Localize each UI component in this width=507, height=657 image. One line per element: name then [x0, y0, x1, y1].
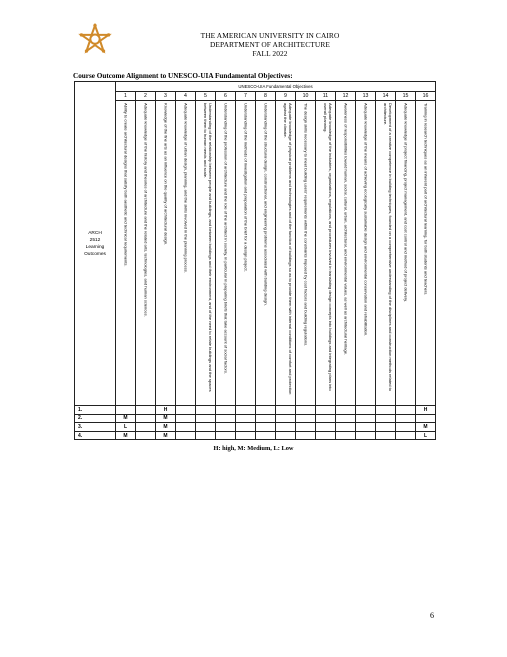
objective-text: Adequate knowledge of project financing, project management, and cost control and method of project delivery. — [403, 103, 409, 303]
alignment-mark — [276, 423, 296, 432]
alignment-mark — [336, 423, 356, 432]
alignment-mark — [356, 414, 376, 423]
alignment-mark — [256, 423, 276, 432]
alignment-mark — [376, 406, 396, 415]
alignment-mark — [316, 406, 336, 415]
alignment-mark: H — [156, 406, 176, 415]
alignment-mark: M — [156, 423, 176, 432]
row-header: ARCH 2512 Learning Outcomes — [75, 82, 116, 406]
alignment-mark — [316, 431, 336, 440]
alignment-mark — [116, 406, 136, 415]
objective-cell — [216, 101, 236, 406]
alignment-mark — [236, 423, 256, 432]
column-number: 12 — [336, 92, 356, 101]
alignment-mark — [236, 414, 256, 423]
alignment-mark — [296, 414, 316, 423]
objective-cell — [176, 101, 196, 406]
alignment-mark — [296, 423, 316, 432]
alignment-mark — [216, 406, 236, 415]
column-number: 11 — [316, 92, 336, 101]
auc-logo-icon — [78, 23, 112, 57]
department-name: DEPARTMENT OF ARCHITECTURE — [209, 40, 330, 49]
alignment-mark — [316, 423, 336, 432]
objective-text: Awareness of responsibilities toward human, social, cultural, urban, architectural, and environmental values, as well as architectural heritage. — [343, 103, 349, 356]
column-number-row — [75, 92, 436, 101]
alignment-mark — [396, 406, 416, 415]
alignment-mark — [196, 406, 216, 415]
outcome-label: 3. — [75, 423, 116, 432]
outcome-label: 4. — [75, 431, 116, 440]
alignment-mark — [376, 414, 396, 423]
alignment-mark — [136, 431, 156, 440]
objective-cell — [356, 101, 376, 406]
column-number: 16 — [416, 92, 436, 101]
alignment-mark — [396, 414, 416, 423]
column-number: 9 — [276, 92, 296, 101]
column-number: 4 — [176, 92, 196, 101]
alignment-mark: M — [156, 414, 176, 423]
objective-cell — [296, 101, 316, 406]
alignment-mark — [296, 431, 316, 440]
alignment-mark — [196, 423, 216, 432]
objective-cell — [336, 101, 356, 406]
alignment-mark — [216, 431, 236, 440]
objective-text: Adequate knowledge of urban design, planning, and the skills involved in the planning process. — [183, 103, 189, 273]
alignment-mark — [396, 431, 416, 440]
objective-cell — [316, 101, 336, 406]
alignment-mark — [136, 406, 156, 415]
alignment-table — [74, 81, 436, 440]
alignment-mark — [336, 431, 356, 440]
alignment-mark — [416, 414, 436, 423]
objective-text: Adequate knowledge of the means of achieving ecologically sustainable design and environmental conservation and rehabilitation. — [363, 103, 369, 337]
objective-cell — [416, 101, 436, 406]
objective-text: Development of a creative competence in building techniques, founded on a comprehensive understanding of the disciplines and construction methods related to architecture. — [383, 103, 393, 391]
alignment-mark — [256, 414, 276, 423]
outcome-label: 1. — [75, 406, 116, 415]
alignment-mark — [136, 414, 156, 423]
objective-text: Understanding of the structural design, constructional, and engineering problems associated with building design. — [263, 103, 269, 306]
objective-cell — [196, 101, 216, 406]
alignment-mark — [216, 414, 236, 423]
section-title: Course Outcome Alignment to UNESCO-UIA Fundamental Objectives: — [73, 72, 293, 80]
objective-text: Understanding of the methods of investigation and preparation of the brief for a design project. — [243, 103, 249, 272]
alignment-mark — [336, 414, 356, 423]
alignment-mark — [376, 431, 396, 440]
objective-text: Understanding of the profession of architecture and the role of the architect in society, in particular in preparing briefs that take account of social factors. — [223, 103, 229, 374]
outcome-label: 2. — [75, 414, 116, 423]
alignment-mark — [396, 423, 416, 432]
alignment-mark: L — [416, 431, 436, 440]
alignment-mark — [236, 406, 256, 415]
objective-cell — [136, 101, 156, 406]
alignment-mark — [336, 406, 356, 415]
objective-text: The design skills necessary to meet building users' requirements within the constraints imposed by cost factors and building regulations. — [303, 103, 309, 347]
objective-text: Training in research techniques as an inherent part of architectural learning, for both students and teachers. — [423, 103, 429, 296]
alignment-mark — [376, 423, 396, 432]
alignment-mark: M — [156, 431, 176, 440]
alignment-mark — [176, 431, 196, 440]
alignment-mark — [176, 406, 196, 415]
objective-cell — [276, 101, 296, 406]
term: FALL 2022 — [252, 49, 288, 58]
legend: H: high, M: Medium, L: Low — [213, 445, 294, 452]
alignment-mark — [196, 431, 216, 440]
objective-cell — [156, 101, 176, 406]
objective-text: Knowledge of the fine arts as an influence on the quality of architectural design. — [163, 103, 169, 246]
alignment-mark — [356, 406, 376, 415]
university-name: THE AMERICAN UNIVERSITY IN CAIRO — [200, 31, 340, 40]
alignment-mark — [356, 423, 376, 432]
alignment-mark — [256, 406, 276, 415]
page-number: 6 — [430, 611, 434, 620]
objective-cell — [236, 101, 256, 406]
column-number: 6 — [216, 92, 236, 101]
alignment-mark: H — [416, 406, 436, 415]
column-number: 2 — [136, 92, 156, 101]
outcome-row — [75, 414, 436, 423]
objective-text: Adequate knowledge of the industries, organizations, regulations, and procedures involved in translating design concepts into buildings and integrating plans into overall planning. — [323, 103, 333, 391]
column-number: 10 — [296, 92, 316, 101]
alignment-mark: L — [116, 423, 136, 432]
alignment-mark — [176, 423, 196, 432]
column-number: 14 — [376, 92, 396, 101]
alignment-mark — [276, 431, 296, 440]
objective-text: Adequate knowledge of the history and theories of architecture and the related arts, technologies, and human sciences. — [143, 103, 149, 317]
column-number: 3 — [156, 92, 176, 101]
alignment-mark — [136, 423, 156, 432]
outcome-row — [75, 406, 436, 415]
objective-cell — [376, 101, 396, 406]
column-number: 7 — [236, 92, 256, 101]
column-number: 8 — [256, 92, 276, 101]
objective-cell — [116, 101, 136, 406]
alignment-mark: M — [416, 423, 436, 432]
objectives-row — [75, 101, 436, 406]
objective-text: Adequate knowledge of physical problems and technologies and of the function of buildings so as to provide them with internal conditions of comfort and protection against the climate. — [283, 103, 293, 395]
column-number: 5 — [196, 92, 216, 101]
alignment-mark — [356, 431, 376, 440]
column-number: 15 — [396, 92, 416, 101]
alignment-mark: M — [116, 414, 136, 423]
objective-cell — [256, 101, 276, 406]
objective-text: Ability to create architectural designs that satisfy both aesthetic and technical requirements. — [123, 103, 129, 267]
outcome-row — [75, 423, 436, 432]
alignment-mark — [296, 406, 316, 415]
alignment-mark — [176, 414, 196, 423]
alignment-mark — [316, 414, 336, 423]
outcome-row — [75, 431, 436, 440]
alignment-mark — [196, 414, 216, 423]
super-header-row — [75, 82, 436, 92]
super-header: UNESCO-UIA Fundamental Objectives — [116, 82, 436, 92]
alignment-mark — [276, 414, 296, 423]
alignment-mark — [256, 431, 276, 440]
objective-cell — [396, 101, 416, 406]
column-number: 13 — [356, 92, 376, 101]
alignment-mark — [236, 431, 256, 440]
objective-text: Understanding of the relationship between people and buildings, and between buildings and their environment, and of the need to relate buildings and the spaces between them to human needs and scale. — [203, 103, 213, 392]
alignment-mark: M — [116, 431, 136, 440]
alignment-mark — [216, 423, 236, 432]
column-number: 1 — [116, 92, 136, 101]
alignment-mark — [276, 406, 296, 415]
